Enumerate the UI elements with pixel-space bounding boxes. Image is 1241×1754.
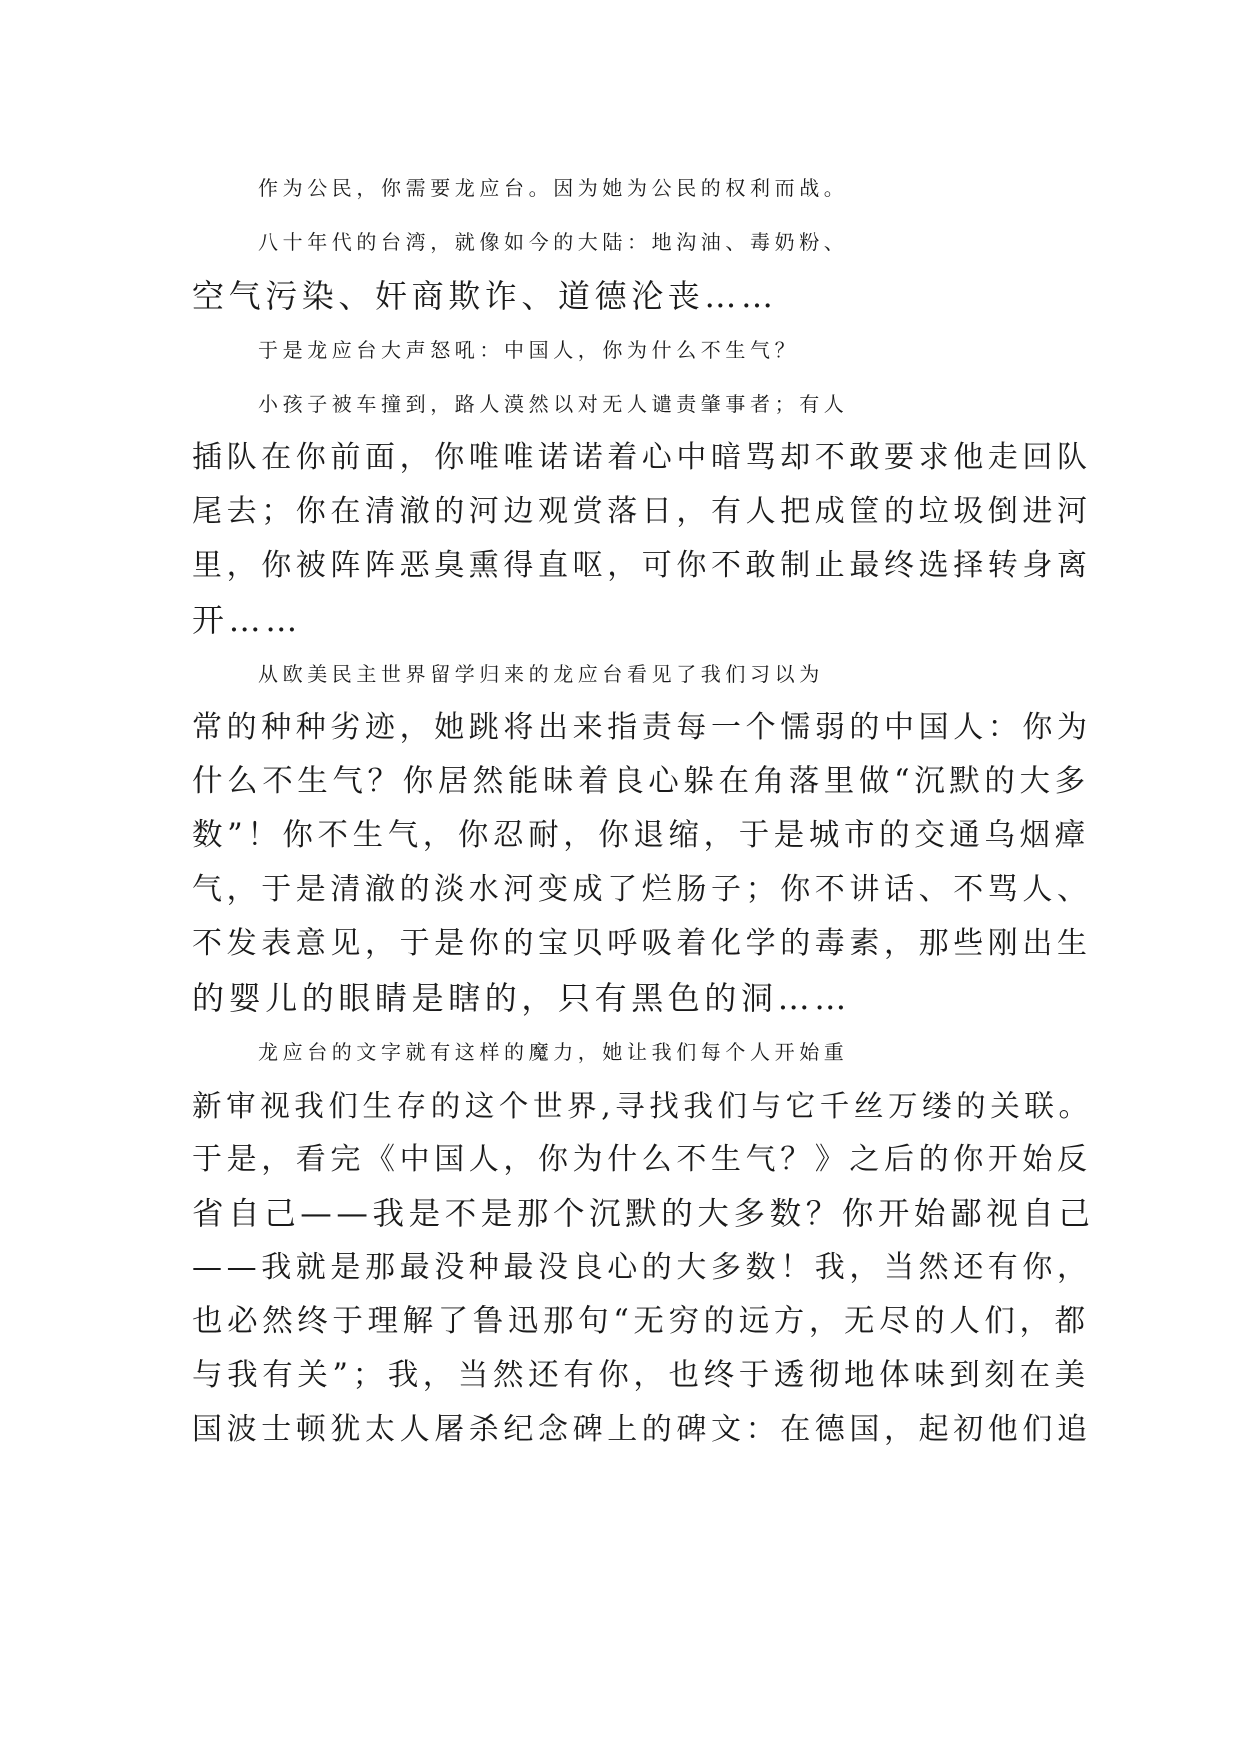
text-line: 气，于是清澈的淡水河变成了烂肠子；你不讲话、不骂人、 (192, 872, 1092, 907)
text-line: 的婴儿的眼睛是瞎的，只有黑色的洞…… (192, 979, 851, 1017)
text-line: 龙应台的文字就有这样的魔力，她让我们每个人开始重 (258, 1040, 849, 1064)
text-line: 插队在你前面，你唯唯诺诺着心中暗骂却不敢要求他走回队 (192, 440, 1092, 475)
text-line: 与我有关”；我，当然还有你，也终于透彻地体味到刻在美 (192, 1358, 1090, 1393)
text-line: 不发表意见，于是你的宝贝呼吸着化学的毒素，那些刚出生 (192, 926, 1092, 961)
text-line: 于是，看完《中国人，你为什么不生气？》之后的你开始反 (192, 1142, 1092, 1177)
text-line: 省自己——我是不是那个沉默的大多数？你开始鄙视自己 (192, 1196, 1095, 1232)
text-line: 空气污染、奸商欺诈、道德沦丧…… (192, 277, 778, 315)
text-line: 新审视我们生存的这个世界,寻找我们与它千丝万缕的关联。 (192, 1089, 1093, 1123)
text-line: 作为公民，你需要龙应台。因为她为公民的权利而战。 (258, 176, 849, 200)
text-line: 开…… (192, 601, 302, 639)
text-line: ——我就是那最没种最没良心的大多数！我，当然还有你， (192, 1250, 1092, 1285)
text-line: 八十年代的台湾，就像如今的大陆：地沟油、毒奶粉、 (258, 230, 849, 254)
text-line: 小孩子被车撞到，路人漠然以对无人谴责肇事者；有人 (258, 392, 849, 416)
text-line: 于是龙应台大声怒吼：中国人，你为什么不生气？ (258, 338, 800, 362)
text-line: 里，你被阵阵恶臭熏得直呕，可你不敢制止最终选择转身离 (192, 548, 1092, 583)
text-line: 国波士顿犹太人屠杀纪念碑上的碑文：在德国，起初他们追 (192, 1412, 1092, 1447)
text-line: 也必然终于理解了鲁迅那句“无穷的远方，无尽的人们，都 (192, 1304, 1090, 1339)
text-line: 数”！你不生气，你忍耐，你退缩，于是城市的交通乌烟瘴 (192, 818, 1090, 853)
text-line: 常的种种劣迹，她跳将出来指责每一个懦弱的中国人：你为 (192, 710, 1092, 745)
text-line: 尾去；你在清澈的河边观赏落日，有人把成筐的垃圾倒进河 (192, 494, 1092, 529)
text-line: 什么不生气？你居然能昧着良心躲在角落里做“沉默的大多 (192, 764, 1090, 799)
text-line: 从欧美民主世界留学归来的龙应台看见了我们习以为 (258, 662, 824, 686)
